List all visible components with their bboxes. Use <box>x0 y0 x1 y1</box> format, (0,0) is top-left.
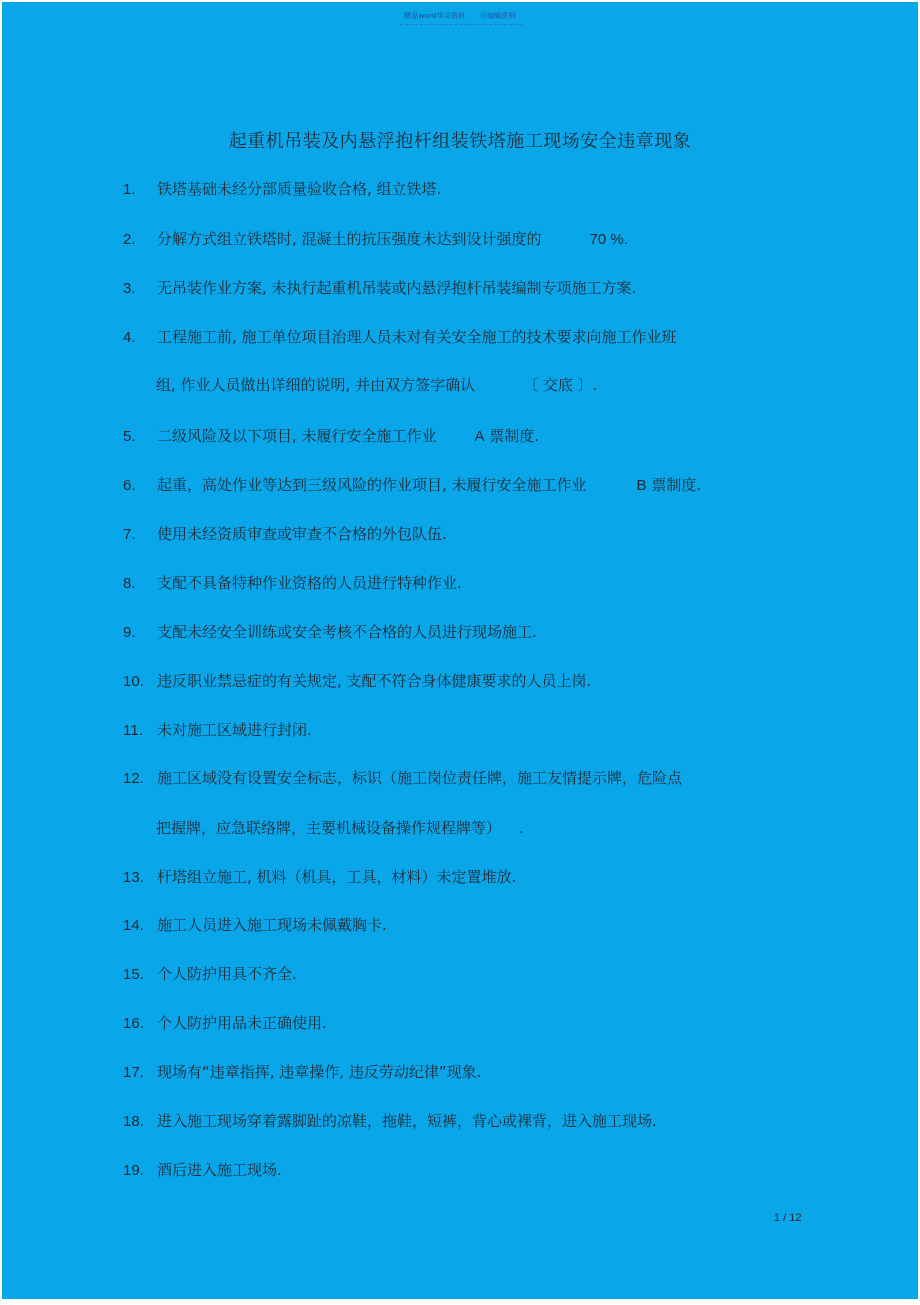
header-divider <box>400 24 522 25</box>
list-item-9 <box>123 622 537 643</box>
item-value: 70 %. <box>589 231 628 248</box>
list-item-1 <box>123 179 441 200</box>
list-item-5 <box>123 426 539 447</box>
list-item-15 <box>123 964 297 985</box>
item-text: 杆塔组立施工, 机料（机具，工具，材料）未定置堆放. <box>157 868 517 886</box>
item-value: A <box>474 428 485 445</box>
item-number: 6. <box>123 477 136 494</box>
item-text: 工程施工前, 施工单位项目治理人员未对有关安全施工的技术要求向施工作业班 <box>157 328 677 346</box>
item-continuation-tail: . <box>519 819 524 837</box>
item-text: 违反职业禁忌症的有关规定, 支配不符合身体健康要求的人员上岗. <box>157 672 592 690</box>
item-number: 15. <box>123 966 144 983</box>
item-number: 11. <box>123 722 143 739</box>
list-item-7 <box>123 524 447 545</box>
item-number: 12. <box>123 770 144 787</box>
list-item-8 <box>123 573 462 594</box>
list-item-13 <box>123 867 516 888</box>
item-number: 2. <box>123 231 136 248</box>
list-item-11 <box>123 720 312 741</box>
item-text: 个人防护用品未正确使用. <box>157 1014 327 1032</box>
item-number: 7. <box>123 526 136 543</box>
item-text: 个人防护用具不齐全. <box>157 965 297 983</box>
item-value: B <box>636 477 647 494</box>
item-number: 9. <box>123 624 136 641</box>
item-text: 分解方式组立铁塔时, 混凝土的抗压强度未达到设计强度的 <box>157 230 542 248</box>
list-item-4 <box>123 327 677 348</box>
item-number: 1. <box>123 181 136 198</box>
list-item-19 <box>123 1160 282 1181</box>
header-left-text: 精品word学习资料 <box>404 12 466 20</box>
item-number: 3. <box>123 280 136 297</box>
list-item-16 <box>123 1013 327 1034</box>
item-text: 进入施工现场穿着露脚趾的凉鞋，拖鞋，短裤，背心或裸背，进入施工现场. <box>157 1112 657 1130</box>
list-item-10 <box>123 671 591 692</box>
list-item-6 <box>123 475 701 496</box>
item-text: 未对施工区域进行封闭. <box>157 721 312 739</box>
item-text: 起重，高处作业等达到三级风险的作业项目, 未履行安全施工作业 <box>157 476 587 494</box>
item-number: 4. <box>123 329 136 346</box>
item-continuation-tail: 〔 交底 〕. <box>523 376 598 394</box>
item-text: 铁塔基础未经分部质量验收合格, 组立铁塔. <box>157 180 442 198</box>
item-tail: 票制度. <box>484 427 540 445</box>
item-text: 支配未经安全训练或安全考核不合格的人员进行现场施工. <box>157 623 537 641</box>
item-number: 13. <box>123 869 144 886</box>
document-title: 起重机吊装及内悬浮抱杆组装铁塔施工现场安全违章现象 <box>228 131 692 152</box>
list-item-17 <box>123 1062 481 1083</box>
item-number: 18. <box>123 1113 144 1130</box>
item-text: 现场有“违章指挥, 违章操作, 违反劳动纪律”现象. <box>157 1063 482 1081</box>
item-continuation-text: 组, 作业人员做出详细的说明, 并由双方签字确认 <box>156 376 476 394</box>
item-text: 使用未经资质审查或审查不合格的外包队伍. <box>157 525 447 543</box>
item-number: 8. <box>123 575 136 592</box>
item-number: 5. <box>123 428 136 445</box>
list-item-12-continuation <box>156 818 524 838</box>
item-number: 17. <box>123 1064 144 1081</box>
item-number: 19. <box>123 1162 144 1179</box>
header-right-text: 可编辑资料 <box>479 12 516 20</box>
item-text: 酒后进入施工现场. <box>157 1161 282 1179</box>
page-header <box>2 11 918 21</box>
item-number: 10. <box>123 673 144 690</box>
item-text: 施工区域没有设置安全标志，标识（施工岗位责任牌，施工友情提示牌，危险点 <box>157 769 683 787</box>
list-item-12 <box>123 768 682 789</box>
item-text: 支配不具备特种作业资格的人员进行特种作业. <box>157 574 462 592</box>
item-number: 14. <box>123 917 144 934</box>
document-page <box>2 2 918 1299</box>
item-text: 施工人员进入施工现场未佩戴胸卡. <box>157 916 387 934</box>
item-continuation-text: 把握牌，应急联络牌，主要机械设备操作规程牌等） <box>156 819 502 837</box>
page-number: 1 / 12 <box>774 1212 802 1224</box>
list-item-14 <box>123 915 387 936</box>
list-item-3 <box>123 278 636 299</box>
item-number: 16. <box>123 1015 144 1032</box>
item-text: 二级风险及以下项目, 未履行安全施工作业 <box>157 427 437 445</box>
list-item-4-continuation <box>156 375 597 395</box>
item-tail: 票制度. <box>646 476 702 494</box>
list-item-18 <box>123 1111 657 1132</box>
item-text: 无吊装作业方案, 未执行起重机吊装或内悬浮抱杆吊装编制专项施工方案. <box>157 279 637 297</box>
list-item-2 <box>123 229 628 250</box>
